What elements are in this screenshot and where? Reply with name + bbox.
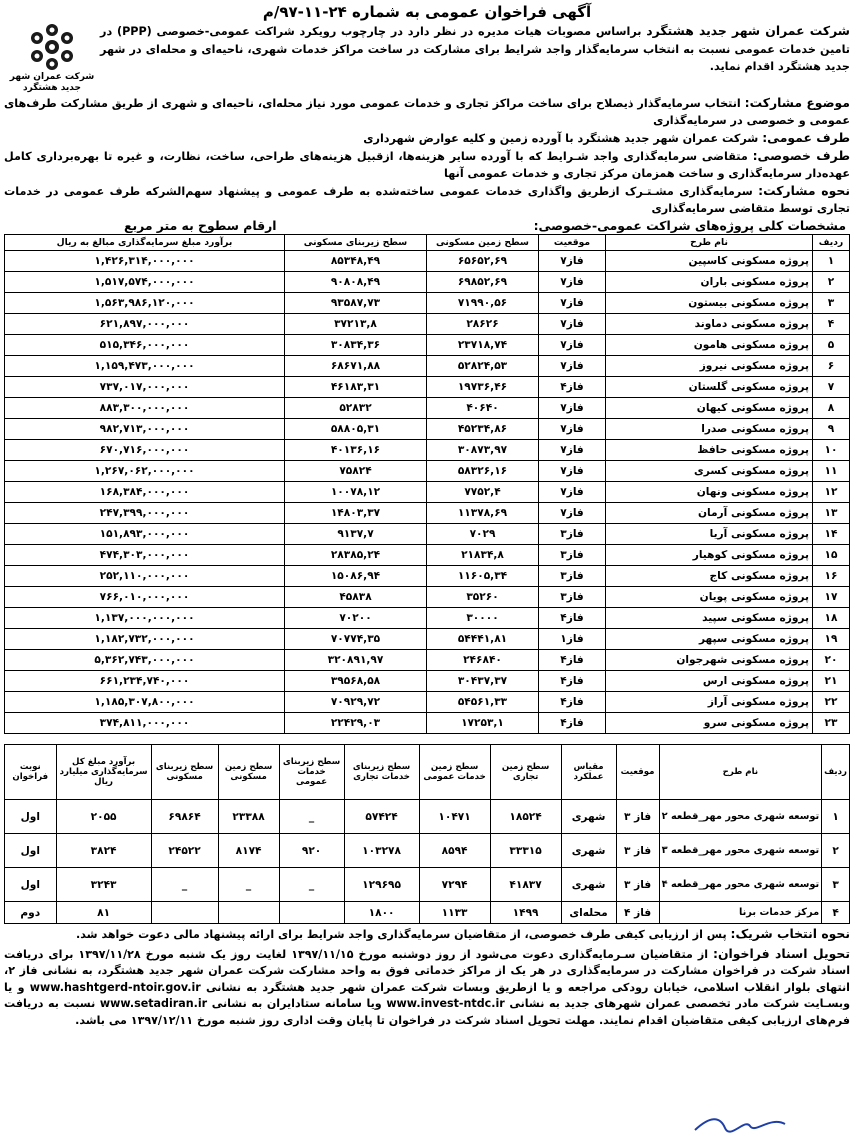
table-cell: ۱,۱۳۷,۰۰۰,۰۰۰,۰۰۰ xyxy=(5,608,285,629)
table-row xyxy=(5,902,850,924)
table-row xyxy=(5,356,850,377)
section-text: سرمایه‌گذاری مشـتـرک ازطریق واگذاری خدمات عمومی ساخته‌شده به طرف عمومی و پیشنهاد سهم‌الشرکه طرف عمومی در خدمات تجاری توسط متقاضی سرمایه‌گذاری xyxy=(4,185,850,215)
table-cell: ۱۰ xyxy=(813,440,850,461)
table-cell: ۷۶۶,۰۱۰,۰۰۰,۰۰۰ xyxy=(5,587,285,608)
table-cell: ۱۴۸۰۳,۳۷ xyxy=(285,503,427,524)
table-cell xyxy=(279,902,344,924)
table-cell: ۳۰۰۰۰ xyxy=(427,608,539,629)
area-note: ارقام سطوح به متر مربع xyxy=(124,218,277,233)
table-row xyxy=(5,272,850,293)
table-cell: پروژه مسکونی آریا xyxy=(606,524,813,545)
footer xyxy=(4,926,850,1029)
table-cell: ۵۲۸۳۲ xyxy=(285,398,427,419)
table-cell: پروژه مسکونی ونهان xyxy=(606,482,813,503)
table-cell: ۹۲۰ xyxy=(279,834,344,868)
table-cell: ۲۲۴۲۹,۰۳ xyxy=(285,713,427,734)
logo-text: شرکت عمران شهر جدید هشتگرد xyxy=(9,72,95,93)
column-header: نام طرح xyxy=(606,235,813,251)
column-header: سطح زیربنای خدمات تجاری xyxy=(344,745,419,800)
footer-text: از متقاضیان سـرمایه‌گذاری دعوت می‌شود از روز دوشنبه مورخ ۱۳۹۷/۱۱/۱۵ لغایت روز یک شنبه مورخ ۱۳۹۷/۱۱/۲۸ برای دریافت اسناد شرکت در فراخوان مشارکت در سرمایه‌گذاری در هر یک از مراکز خدماتی فوق به واحد مشارکت شرکت عمران شهر جدید هشتگرد، به نشانی فاز ۲، انتهای بلوار انقلاب اسلامی، خیابان رودکی مراجعه و یا ازطریق وبسات شرکت عمران شهر جدید هشتگرد به نشانی www.hashtgerd-ntoir.gov.ir و یا وبسـایت شرکت مادر تخصصی عمران شهرهای جدید به نشانی www.invest-ntdc.ir ویا سامانه ستادایران به نشانی www.setadiran.ir نسبت به دریافت فرم‌های ارزیابی کیفی متقاضیان اقدام نمایند. مهلت تحویل اسناد شرکت در فراخوان تا پایان وقت اداری روز شنبه مورخ ۱۳۹۷/۱۲/۱۱ می باشد. xyxy=(4,947,850,1027)
table-cell: ۳۰۸۷۳,۹۷ xyxy=(427,440,539,461)
table-cell: ۱,۱۵۹,۴۷۳,۰۰۰,۰۰۰ xyxy=(5,356,285,377)
table-cell: ۱۴ xyxy=(813,524,850,545)
handwritten-mark xyxy=(690,1112,790,1134)
table-cell: ۱۱۶۰۵,۳۴ xyxy=(427,566,539,587)
table-cell: ۱۲۹۶۹۵ xyxy=(344,868,419,902)
table-cell: ۹۰۸۰۸,۴۹ xyxy=(285,272,427,293)
section-label: نحوه مشارکت: xyxy=(758,183,850,198)
table-cell: ۱,۵۶۳,۹۸۶,۱۲۰,۰۰۰ xyxy=(5,293,285,314)
table-cell: پروژه مسکونی سرو xyxy=(606,713,813,734)
residential-projects-table xyxy=(4,234,850,734)
table-cell xyxy=(151,902,218,924)
table-cell: ۶۸۶۷۱,۸۸ xyxy=(285,356,427,377)
table-cell: فاز ۳ xyxy=(616,868,659,902)
table-cell: ۶۷۰,۷۱۶,۰۰۰,۰۰۰ xyxy=(5,440,285,461)
section-text: انتخاب سرمایه‌گذار ذیصلاح برای ساخت مراکز تجاری و خدمات عمومی مورد نیاز محله‌ای، ناحیه‌ای و شهری از طریق مشارکت طرف‌های عمومی و خصوصی در سرمایه‌گذاری xyxy=(4,97,850,127)
residential-projects-body xyxy=(5,251,850,734)
table-cell: ۲۴۵۲۲ xyxy=(151,834,218,868)
table-row xyxy=(5,482,850,503)
table-cell: فاز ۴ xyxy=(616,902,659,924)
table-cell: فاز۷ xyxy=(539,503,606,524)
table-cell: ۷۰۲۰۰ xyxy=(285,608,427,629)
table-cell: فاز۷ xyxy=(539,251,606,272)
table-cell: توسعه شهری محور مهر_قطعه ۳ xyxy=(659,834,822,868)
table-cell: اول xyxy=(5,868,57,902)
table-row xyxy=(5,503,850,524)
table-cell: ۷۰۲۹ xyxy=(427,524,539,545)
table-row xyxy=(5,545,850,566)
table-cell: ۱۷ xyxy=(813,587,850,608)
table-cell: فاز۷ xyxy=(539,440,606,461)
table-cell: ۸۵۹۴ xyxy=(419,834,490,868)
table-row xyxy=(5,608,850,629)
table-cell: پروژه مسکونی دماوند xyxy=(606,314,813,335)
table-cell: ۵۴۵۶۱,۳۳ xyxy=(427,692,539,713)
table-cell: ۲۴۷,۳۹۹,۰۰۰,۰۰۰ xyxy=(5,503,285,524)
table-cell: ۲۳ xyxy=(813,713,850,734)
column-header: برآورد مبلغ کل سرمایه‌گذاری میلیارد ریال xyxy=(56,745,151,800)
spec-title: مشخصات کلی پروژه‌های شراکت عمومی-خصوصی: xyxy=(533,218,846,233)
table-cell: فاز۷ xyxy=(539,293,606,314)
table-cell: ۲۱۸۳۴,۸ xyxy=(427,545,539,566)
table-cell: شهری xyxy=(561,800,616,834)
table-cell: ۲ xyxy=(822,834,850,868)
table-cell: ۶ xyxy=(813,356,850,377)
section-label: طرف خصوصی: xyxy=(752,148,850,163)
table-cell: ۱ xyxy=(813,251,850,272)
table-cell: ۴۰۶۴۰ xyxy=(427,398,539,419)
table-cell: ۱,۱۸۵,۳۰۷,۸۰۰,۰۰۰ xyxy=(5,692,285,713)
table-cell: ۴۵۸۳۸ xyxy=(285,587,427,608)
table-cell: ۹۸۲,۷۱۳,۰۰۰,۰۰۰ xyxy=(5,419,285,440)
table-row xyxy=(5,692,850,713)
table-cell: پروژه مسکونی سپهر xyxy=(606,629,813,650)
table-cell: ۳ xyxy=(822,868,850,902)
table-cell: ۱۵ xyxy=(813,545,850,566)
table-cell: پروژه مسکونی گلستان xyxy=(606,377,813,398)
table-cell: ۲۱ xyxy=(813,671,850,692)
table-row xyxy=(5,800,850,834)
table-cell: پروژه مسکونی کاسپین xyxy=(606,251,813,272)
table-cell: فاز۳ xyxy=(539,545,606,566)
table-cell: ۲۲ xyxy=(813,692,850,713)
table-cell: ۱۵۱,۸۹۳,۰۰۰,۰۰۰ xyxy=(5,524,285,545)
column-header: ردیف xyxy=(822,745,850,800)
column-header: سطح زمین مسکونی xyxy=(427,235,539,251)
table-cell: ۲۳۳۸۸ xyxy=(218,800,279,834)
table-cell: پروژه مسکونی ارس xyxy=(606,671,813,692)
table-cell: ۷ xyxy=(813,377,850,398)
table-cell: ۱۹ xyxy=(813,629,850,650)
table-cell: ۵ xyxy=(813,335,850,356)
announcement-title: آگهی فراخوان عمومی به شماره ۲۴-۱۱-۹۷/م xyxy=(262,3,592,21)
footer-selection xyxy=(4,926,850,944)
column-header: نوبت فراخوان xyxy=(5,745,57,800)
table-cell: ۸۸۳,۳۰۰,۰۰۰,۰۰۰ xyxy=(5,398,285,419)
table-cell: ۴۰۱۳۶,۱۶ xyxy=(285,440,427,461)
column-header: ردیف xyxy=(813,235,850,251)
column-header: سطح زمین خدمات عمومی xyxy=(419,745,490,800)
column-header: سطح زمین مسکونی xyxy=(218,745,279,800)
table-cell: ۳۸۲۴ xyxy=(56,834,151,868)
section-text: متقاضی سرمایه‌گذاری واجد شـرایط که با آورده سایر هزینه‌ها، ازقبیل هزینه‌های طراحی، ساخت، نظارت، و غیره تا بهره‌برداری کامل عهده‌دار سرمایه‌گذاری و ساخت همزمان مرکز تجاری و خدمات عمومی آنها xyxy=(4,150,850,180)
table-cell: ۱۱ xyxy=(813,461,850,482)
table-cell: ۵۷۴۲۴ xyxy=(344,800,419,834)
column-header: سطح زیربنای مسکونی xyxy=(285,235,427,251)
table-cell: ۴۱۸۳۷ xyxy=(490,868,561,902)
column-header: سطح زیربنای مسکونی xyxy=(151,745,218,800)
table-cell: ۱۲ xyxy=(813,482,850,503)
table-cell: ۳۷۲۱۳,۸ xyxy=(285,314,427,335)
table-cell: ۹۳۵۸۷,۷۳ xyxy=(285,293,427,314)
table-cell: فاز ۳ xyxy=(616,800,659,834)
table-cell: ۱۰۰۷۸,۱۲ xyxy=(285,482,427,503)
spec-title-row xyxy=(4,217,850,234)
table-cell: ۳۵۲۶۰ xyxy=(427,587,539,608)
table-cell: پروژه مسکونی حافظ xyxy=(606,440,813,461)
footer-label: نحوه انتخاب شریک: xyxy=(730,926,850,941)
table-cell: ۷۷۵۲,۴ xyxy=(427,482,539,503)
table-cell: فاز۷ xyxy=(539,482,606,503)
table-cell: فاز ۳ xyxy=(616,834,659,868)
table-cell: فاز۷ xyxy=(539,419,606,440)
table-cell: ۹۱۳۷,۷ xyxy=(285,524,427,545)
sections xyxy=(4,94,850,217)
table-cell: ۸۱ xyxy=(56,902,151,924)
table-cell: ۵۸۳۲۶,۱۶ xyxy=(427,461,539,482)
table-cell: ۴ xyxy=(813,314,850,335)
table-cell: ۵۸۸۰۵,۳۱ xyxy=(285,419,427,440)
table-row xyxy=(5,398,850,419)
table-cell: ۷۲۹۴ xyxy=(419,868,490,902)
table-cell: فاز۳ xyxy=(539,524,606,545)
table-cell: ۱,۴۲۶,۳۱۴,۰۰۰,۰۰۰ xyxy=(5,251,285,272)
table-cell: ۲۸۶۲۶ xyxy=(427,314,539,335)
section-text: شرکت عمران شهر جدید هشتگرد با آورده زمین و کلیه عوارض شهرداری xyxy=(363,132,759,145)
table-cell: ۳۲۴۳ xyxy=(56,868,151,902)
table-cell: پروژه مسکونی نیروز xyxy=(606,356,813,377)
table-cell: ۶۶۱,۲۳۴,۷۴۰,۰۰۰ xyxy=(5,671,285,692)
table-row xyxy=(5,419,850,440)
table-row xyxy=(5,335,850,356)
table-cell: ۴۵۲۳۴,۸۶ xyxy=(427,419,539,440)
table-cell: ۷۰۷۷۴,۳۵ xyxy=(285,629,427,650)
table-cell: _ xyxy=(151,868,218,902)
table-cell: ۵۱۵,۳۴۶,۰۰۰,۰۰۰ xyxy=(5,335,285,356)
section-private-party xyxy=(4,147,850,182)
table-cell: ۱۸۰۰ xyxy=(344,902,419,924)
table-row xyxy=(5,566,850,587)
table-cell: ۱۴۹۹ xyxy=(490,902,561,924)
table-cell: ۳۲۰۸۹۱,۹۷ xyxy=(285,650,427,671)
table-cell: ۷۳۷,۰۱۷,۰۰۰,۰۰۰ xyxy=(5,377,285,398)
table-cell: پروژه مسکونی کاج xyxy=(606,566,813,587)
table-cell: ۶۵۶۵۲,۶۹ xyxy=(427,251,539,272)
table-row xyxy=(5,314,850,335)
column-header: سطح زمین تجاری xyxy=(490,745,561,800)
table-cell: ۸۱۷۴ xyxy=(218,834,279,868)
column-header: موقعیت xyxy=(539,235,606,251)
table-row xyxy=(5,524,850,545)
table-cell: ۱۸ xyxy=(813,608,850,629)
table-row xyxy=(5,251,850,272)
table-cell: ۲ xyxy=(813,272,850,293)
table-cell: ۵۴۴۴۱,۸۱ xyxy=(427,629,539,650)
table-row xyxy=(5,671,850,692)
table-cell: ۳ xyxy=(813,293,850,314)
section-subject xyxy=(4,94,850,129)
table-cell: ۲۴۶۸۴۰ xyxy=(427,650,539,671)
table-cell: شهری xyxy=(561,834,616,868)
table-cell: فاز۱ xyxy=(539,629,606,650)
section-label: موضوع مشارکت: xyxy=(744,95,850,110)
table-row xyxy=(5,587,850,608)
table-cell: ۴۶۱۸۳,۳۱ xyxy=(285,377,427,398)
table-cell: ۸ xyxy=(813,398,850,419)
table-cell: فاز۳ xyxy=(539,587,606,608)
table-row xyxy=(5,629,850,650)
table-cell: فاز۷ xyxy=(539,461,606,482)
urban-development-table xyxy=(4,744,850,924)
table-cell: ۲۸۳۸۵,۲۴ xyxy=(285,545,427,566)
company-name: شرکت عمران شهر جدید هشتگرد xyxy=(646,23,850,38)
table-cell: ۶۹۸۶۴ xyxy=(151,800,218,834)
table-cell: ۲۰ xyxy=(813,650,850,671)
table-row xyxy=(5,461,850,482)
section-label: طرف عمومی: xyxy=(762,130,850,145)
table-cell: فاز۳ xyxy=(539,566,606,587)
table-cell: ۱۶۸,۳۸۴,۰۰۰,۰۰۰ xyxy=(5,482,285,503)
table-cell: پروژه مسکونی کیهان xyxy=(606,398,813,419)
table-cell: فاز۴ xyxy=(539,650,606,671)
table-cell: ۷۰۹۲۹,۷۲ xyxy=(285,692,427,713)
table-cell: ۱ xyxy=(822,800,850,834)
table-cell: ۱۶ xyxy=(813,566,850,587)
table-cell: اول xyxy=(5,834,57,868)
table-cell: ۱۳ xyxy=(813,503,850,524)
table-cell: _ xyxy=(279,868,344,902)
section-partnership-method xyxy=(4,182,850,217)
table-row xyxy=(5,377,850,398)
table-cell: ۵,۳۶۲,۷۴۳,۰۰۰,۰۰۰ xyxy=(5,650,285,671)
table-cell: ۷۵۸۲۴ xyxy=(285,461,427,482)
table-cell: پروژه مسکونی هامون xyxy=(606,335,813,356)
table-row xyxy=(5,293,850,314)
table-cell: پروژه مسکونی باران xyxy=(606,272,813,293)
table-cell: _ xyxy=(279,800,344,834)
table-cell: ۲۰۵۵ xyxy=(56,800,151,834)
table-cell: ۱۱۳۳ xyxy=(419,902,490,924)
column-header: مقیاس عملکرد xyxy=(561,745,616,800)
table-cell: پروژه مسکونی سپید xyxy=(606,608,813,629)
table-cell: محله‌ای xyxy=(561,902,616,924)
table-cell: شهری xyxy=(561,868,616,902)
table-cell: فاز۷ xyxy=(539,356,606,377)
company-logo xyxy=(4,22,100,94)
table-cell: پروژه مسکونی بیستون xyxy=(606,293,813,314)
column-header: سطح زیربنای خدمات عمومی xyxy=(279,745,344,800)
table-row xyxy=(5,440,850,461)
table-cell: ۱۷۲۵۳,۱ xyxy=(427,713,539,734)
table-cell: ۱۰۴۷۱ xyxy=(419,800,490,834)
table-cell: ۱,۲۶۷,۰۶۲,۰۰۰,۰۰۰ xyxy=(5,461,285,482)
table-row xyxy=(5,834,850,868)
column-header: برآورد مبلغ سرمایه‌گذاری مبالغ به ریال xyxy=(5,235,285,251)
footer-text: پس از ارزیابی کیفی طرف خصوصی، از متقاضیان سرمایه‌گذاری واجد شرایط برای ارائه پیشنهاد مالی دعوت خواهد شد. xyxy=(76,928,727,941)
table-cell: ۶۲۱,۸۹۷,۰۰۰,۰۰۰ xyxy=(5,314,285,335)
intro-paragraph xyxy=(100,22,850,94)
table-row xyxy=(5,868,850,902)
table-row xyxy=(5,713,850,734)
table-cell: ۵۲۸۲۴,۵۳ xyxy=(427,356,539,377)
table-cell: پروژه مسکونی کوهیار xyxy=(606,545,813,566)
table-cell: پروژه مسکونی شهرجوان xyxy=(606,650,813,671)
table-cell: مرکز خدمات برنا xyxy=(659,902,822,924)
table-cell: ۱۹۷۳۶,۴۶ xyxy=(427,377,539,398)
table-cell: توسعه شهری محور مهر_قطعه ۴ xyxy=(659,868,822,902)
table-cell: فاز۴ xyxy=(539,713,606,734)
table-cell: ۳۹۵۶۸,۵۸ xyxy=(285,671,427,692)
section-public-party xyxy=(4,129,850,147)
table-cell: ۱۰۳۲۷۸ xyxy=(344,834,419,868)
table-cell: اول xyxy=(5,800,57,834)
table-cell: دوم xyxy=(5,902,57,924)
table-cell: ۸۵۳۴۸,۴۹ xyxy=(285,251,427,272)
table-cell: _ xyxy=(218,868,279,902)
table-cell: ۳۷۴,۸۱۱,۰۰۰,۰۰۰ xyxy=(5,713,285,734)
table-cell: فاز۴ xyxy=(539,608,606,629)
table-cell: ۴۷۴,۳۰۳,۰۰۰,۰۰۰ xyxy=(5,545,285,566)
table-cell: ۹ xyxy=(813,419,850,440)
table-cell: پروژه مسکونی صدرا xyxy=(606,419,813,440)
table-row xyxy=(5,650,850,671)
table-cell: فاز۴ xyxy=(539,692,606,713)
table-header-row xyxy=(5,745,850,800)
table-cell: فاز۴ xyxy=(539,671,606,692)
table-cell: ۱,۵۱۷,۵۷۴,۰۰۰,۰۰۰ xyxy=(5,272,285,293)
intro-text: براساس مصوبات هیات مدیره در نظر دارد در چارچوب رویکرد شراکت عمومی-خصوصی (PPP) در تامین خدمات عمومی نسبت به انتخاب سرمایه‌گذار واجد شرایط برای مشارکت در ساخت مراکز خدمات شهری، ناحیه‌ای و محله‌ای در شهر جدید هشتگرد اقدام نماید. xyxy=(100,25,850,74)
urban-development-body xyxy=(5,800,850,924)
table-cell: فاز۷ xyxy=(539,314,606,335)
table-cell: پروژه مسکونی آراز xyxy=(606,692,813,713)
table-cell: ۴ xyxy=(822,902,850,924)
table-cell: فاز۷ xyxy=(539,398,606,419)
table-cell: توسعه شهری محور مهر_قطعه ۲ xyxy=(659,800,822,834)
table-cell: ۱۵۰۸۶,۹۴ xyxy=(285,566,427,587)
table-cell: ۱۸۵۲۴ xyxy=(490,800,561,834)
footer-documents xyxy=(4,946,850,1030)
table-cell: ۳۰۴۳۷,۳۷ xyxy=(427,671,539,692)
table-cell: ۲۵۲,۱۱۰,۰۰۰,۰۰۰ xyxy=(5,566,285,587)
column-header: نام طرح xyxy=(659,745,822,800)
table-cell: ۱۱۳۷۸,۶۹ xyxy=(427,503,539,524)
table-cell: ۱,۱۸۲,۷۳۲,۰۰۰,۰۰۰ xyxy=(5,629,285,650)
header-row xyxy=(4,22,850,94)
table-cell: ۳۳۳۱۵ xyxy=(490,834,561,868)
table-cell: پروژه مسکونی کسری xyxy=(606,461,813,482)
table-header-row xyxy=(5,235,850,251)
table-cell: پروژه مسکونی آرمان xyxy=(606,503,813,524)
company-logo-icon xyxy=(24,22,80,72)
table-cell: ۷۱۹۹۰,۵۶ xyxy=(427,293,539,314)
table-cell: پروژه مسکونی پویان xyxy=(606,587,813,608)
footer-label: تحویل اسناد فراخوان: xyxy=(713,945,850,961)
table-cell: فاز۷ xyxy=(539,272,606,293)
table-cell: ۶۹۸۵۲,۶۹ xyxy=(427,272,539,293)
table-cell: ۳۰۸۳۴,۳۶ xyxy=(285,335,427,356)
table-cell: فاز۷ xyxy=(539,335,606,356)
table-cell: فاز۴ xyxy=(539,377,606,398)
table-cell: ۲۳۷۱۸,۷۴ xyxy=(427,335,539,356)
table-cell xyxy=(218,902,279,924)
column-header: موقعیت xyxy=(616,745,659,800)
